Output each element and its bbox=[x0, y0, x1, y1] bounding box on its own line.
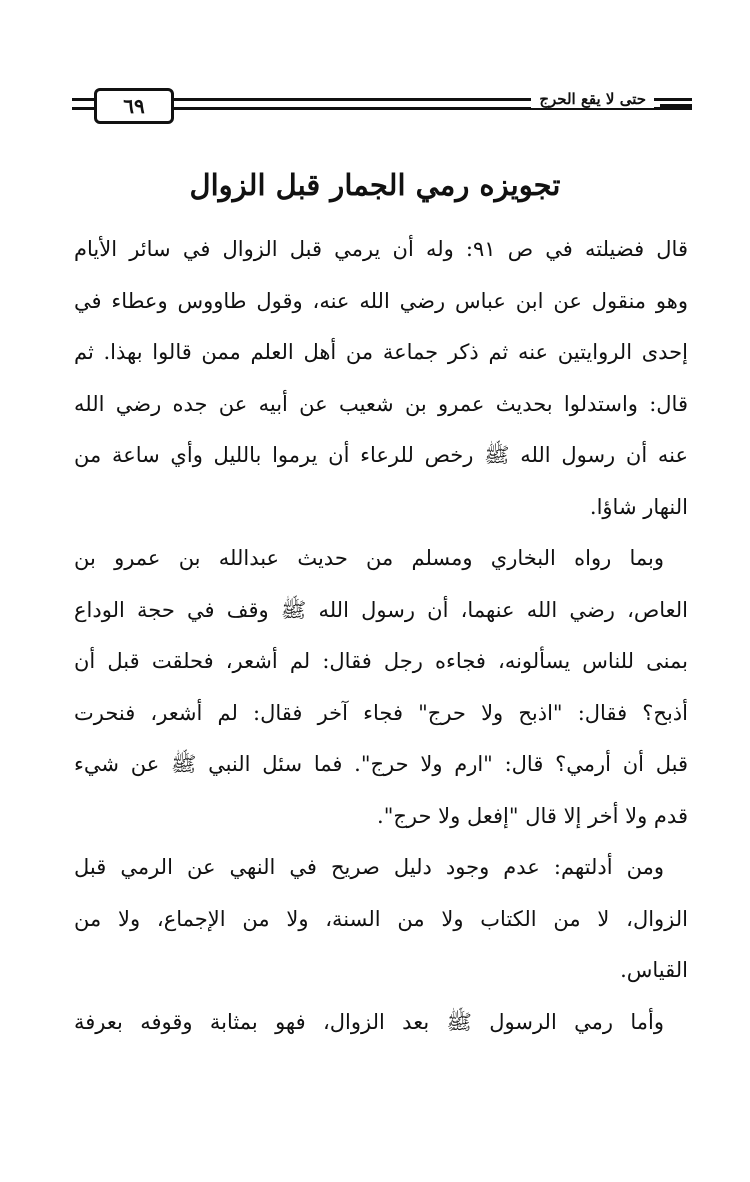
text-line: قبل أن أرمي؟ قال: "ارم ولا حرج". فما سئل النبي ﷺ عن شيء bbox=[74, 752, 688, 776]
text-line: بمنى للناس يسألونه، فجاءه رجل فقال: لم أشعر، فحلقت قبل أن bbox=[74, 649, 688, 673]
text-line: وبما رواه البخاري ومسلم من حديث عبدالله بن عمرو بن bbox=[74, 546, 664, 570]
section-heading: تجويزه رمي الجمار قبل الزوال bbox=[189, 168, 561, 202]
text-line: إحدى الروايتين عنه ثم ذكر جماعة من أهل العلم ممن قالوا بهذا. ثم bbox=[74, 340, 688, 364]
text-line: وأما رمي الرسول ﷺ بعد الزوال، فهو بمثابة وقوفه بعرفة bbox=[74, 1009, 664, 1034]
text-line: الزوال، لا من الكتاب ولا من السنة، ولا من الإجماع، ولا من bbox=[74, 906, 688, 931]
body-text bbox=[74, 224, 688, 1048]
page-header bbox=[72, 88, 692, 122]
running-title: حتى لا يقع الحرج bbox=[531, 90, 654, 108]
text-line: العاص، رضي الله عنهما، أن رسول الله ﷺ وقف في حجة الوداع bbox=[74, 597, 688, 622]
page-number: ٦٩ bbox=[94, 88, 174, 124]
text-line: عنه أن رسول الله ﷺ رخص للرعاء أن يرموا بالليل وأي ساعة من bbox=[74, 443, 688, 467]
header-ornament-icon bbox=[660, 98, 692, 110]
text-line: قال فضيلته في ص ٩١: وله أن يرمي قبل الزوال في سائر الأيام bbox=[74, 237, 688, 261]
text-line: القياس. bbox=[620, 958, 688, 982]
text-line: قال: واستدلوا بحديث عمرو بن شعيب عن أبيه عن جده رضي الله bbox=[74, 391, 688, 416]
text-line: النهار شاؤا. bbox=[589, 494, 688, 519]
text-line: وهو منقول عن ابن عباس رضي الله عنه، وقول طاووس وعطاء في bbox=[74, 288, 688, 313]
text-line: ومن أدلتهم: عدم وجود دليل صريح في النهي عن الرمي قبل bbox=[74, 855, 664, 879]
text-line: قدم ولا أخر إلا قال "إفعل ولا حرج". bbox=[377, 803, 688, 828]
text-line: أذبح؟ فقال: "اذبح ولا حرج" فجاء آخر فقال: لم أشعر، فنحرت bbox=[74, 700, 688, 725]
